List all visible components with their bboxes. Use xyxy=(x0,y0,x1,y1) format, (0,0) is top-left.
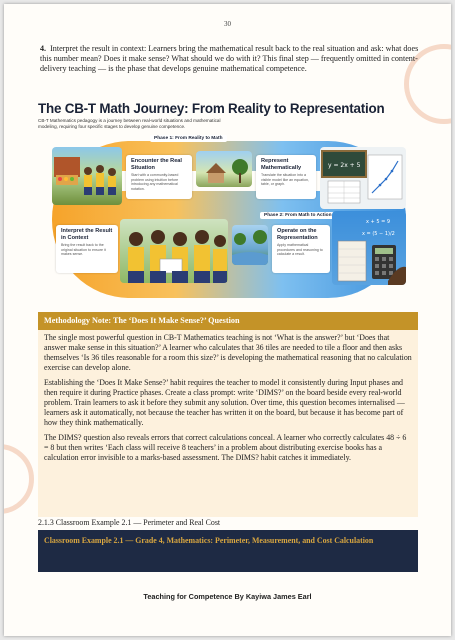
stage-card-encounter xyxy=(126,155,192,199)
market-scene-image xyxy=(52,147,122,205)
methodology-note xyxy=(38,312,418,517)
stage-title: Encounter the Real Situation xyxy=(131,158,182,171)
students-studying-illustration xyxy=(120,219,228,283)
note-paragraph: Establishing the ‘Does It Make Sense?’ habit requires the teacher to model it consistently during Input phases and then require it during Practice phases. Create a class prompt: write ‘DIMS?’ on the board beside every real-world problem. Train learners to ask it before they submit any solution. Over time, this question becomes internalised — learners ask it automatically, not because the teacher has written it on the board, but because it has become part of how they think mathematically. xyxy=(44,378,405,427)
infographic-subtitle: CB-T Mathematics pedagogy is a journey between real-world situations and mathematical modeling, requiring four specific stages to develop genuine competence. xyxy=(38,118,221,129)
village-scene-image xyxy=(196,151,252,187)
village-illustration xyxy=(196,151,252,187)
step-text: Interpret the result in context: Learners bring the mathematical result back to the real situation and ask: what does this number mean? Does it make sense? What should we do with it? This final step — frequently omitted in content-delivery teaching — is the phase that develops genuine mathematical competence. xyxy=(40,44,419,73)
page-footer: Teaching for Competence By Kayiwa James Earl xyxy=(143,592,312,601)
river-scene-image xyxy=(232,225,268,265)
math-journey-infographic xyxy=(38,101,418,301)
note-paragraph: The single most powerful question in CB-T Mathematics teaching is not ‘What is the answer?’ but ‘Does that answer make sense in this situation?’ A learner who calculates that 36 tiles are needed to tile a floor and then asks themselves ‘Is 36 tiles reasonable for a room this size?’ is developing the mathematical reasoning that no calculation exercise can develop alone. xyxy=(44,333,412,372)
methodology-note-body xyxy=(38,330,418,463)
step-4-paragraph xyxy=(40,44,420,74)
students-group-image xyxy=(120,219,228,283)
students-at-market-illustration xyxy=(52,147,122,205)
stage-card-interpret xyxy=(56,225,118,273)
stage-text: Bring the result back to the original situation to ensure it makes sense. xyxy=(61,243,106,257)
stage-title: Interpret the Result in Context xyxy=(61,228,113,241)
chalk-equation-1: x + 5 = 9 xyxy=(366,219,391,225)
stage-title: Represent Mathematically xyxy=(261,158,302,171)
methodology-note-heading: Methodology Note: The ‘Does It Make Sense?’ Question xyxy=(38,312,418,330)
stage-text: Apply mathematical procedures and reasoning to calculate a result. xyxy=(277,243,323,257)
page-number: 30 xyxy=(224,20,231,28)
chalk-equation-2: x = (5 − 1)/2 xyxy=(362,231,395,237)
river-illustration xyxy=(232,225,268,265)
phase-2-label: Phase 2: From Math to Action xyxy=(260,212,336,219)
board-equation: y = 2x + 5 xyxy=(328,162,361,169)
section-heading: 2.1.3 Classroom Example 2.1 — Perimeter and Real Cost xyxy=(38,518,221,527)
calculator-image xyxy=(332,211,406,285)
calculator-and-hand-illustration xyxy=(332,211,406,285)
phase-1-label: Phase 1: From Reality to Math xyxy=(150,135,227,142)
document-page xyxy=(4,4,451,636)
stage-card-represent xyxy=(256,155,316,199)
stage-card-operate xyxy=(272,225,330,273)
board-and-graph-illustration xyxy=(320,147,406,209)
step-number: 4. xyxy=(40,44,47,53)
decorative-arc-left xyxy=(4,444,34,514)
chalkboard-graph-image xyxy=(320,147,406,209)
stage-text: Start with a community-based problem using intuition before introducing any mathematical notation. xyxy=(131,173,179,191)
stage-text: Translate the situation into a visible model like an equation, table, or graph. xyxy=(261,173,309,187)
classroom-example-box: Classroom Example 2.1 — Grade 4, Mathematics: Perimeter, Measurement, and Cost Calculation xyxy=(38,530,418,572)
stage-title: Operate on the Representation xyxy=(277,228,318,241)
infographic-title: The CB-T Math Journey: From Reality to Representation xyxy=(38,101,385,116)
note-paragraph: The DIMS? question also reveals errors that correct calculations conceal. A learner who correctly calculates 48 ÷ 6 = 8 but then writes ‘Each class will receive 8 teachers’ in a problem about distributing exercise books has a calculation error invisible to a marks-based assessment. The DIMS? habit catches it immediately. xyxy=(44,433,407,462)
